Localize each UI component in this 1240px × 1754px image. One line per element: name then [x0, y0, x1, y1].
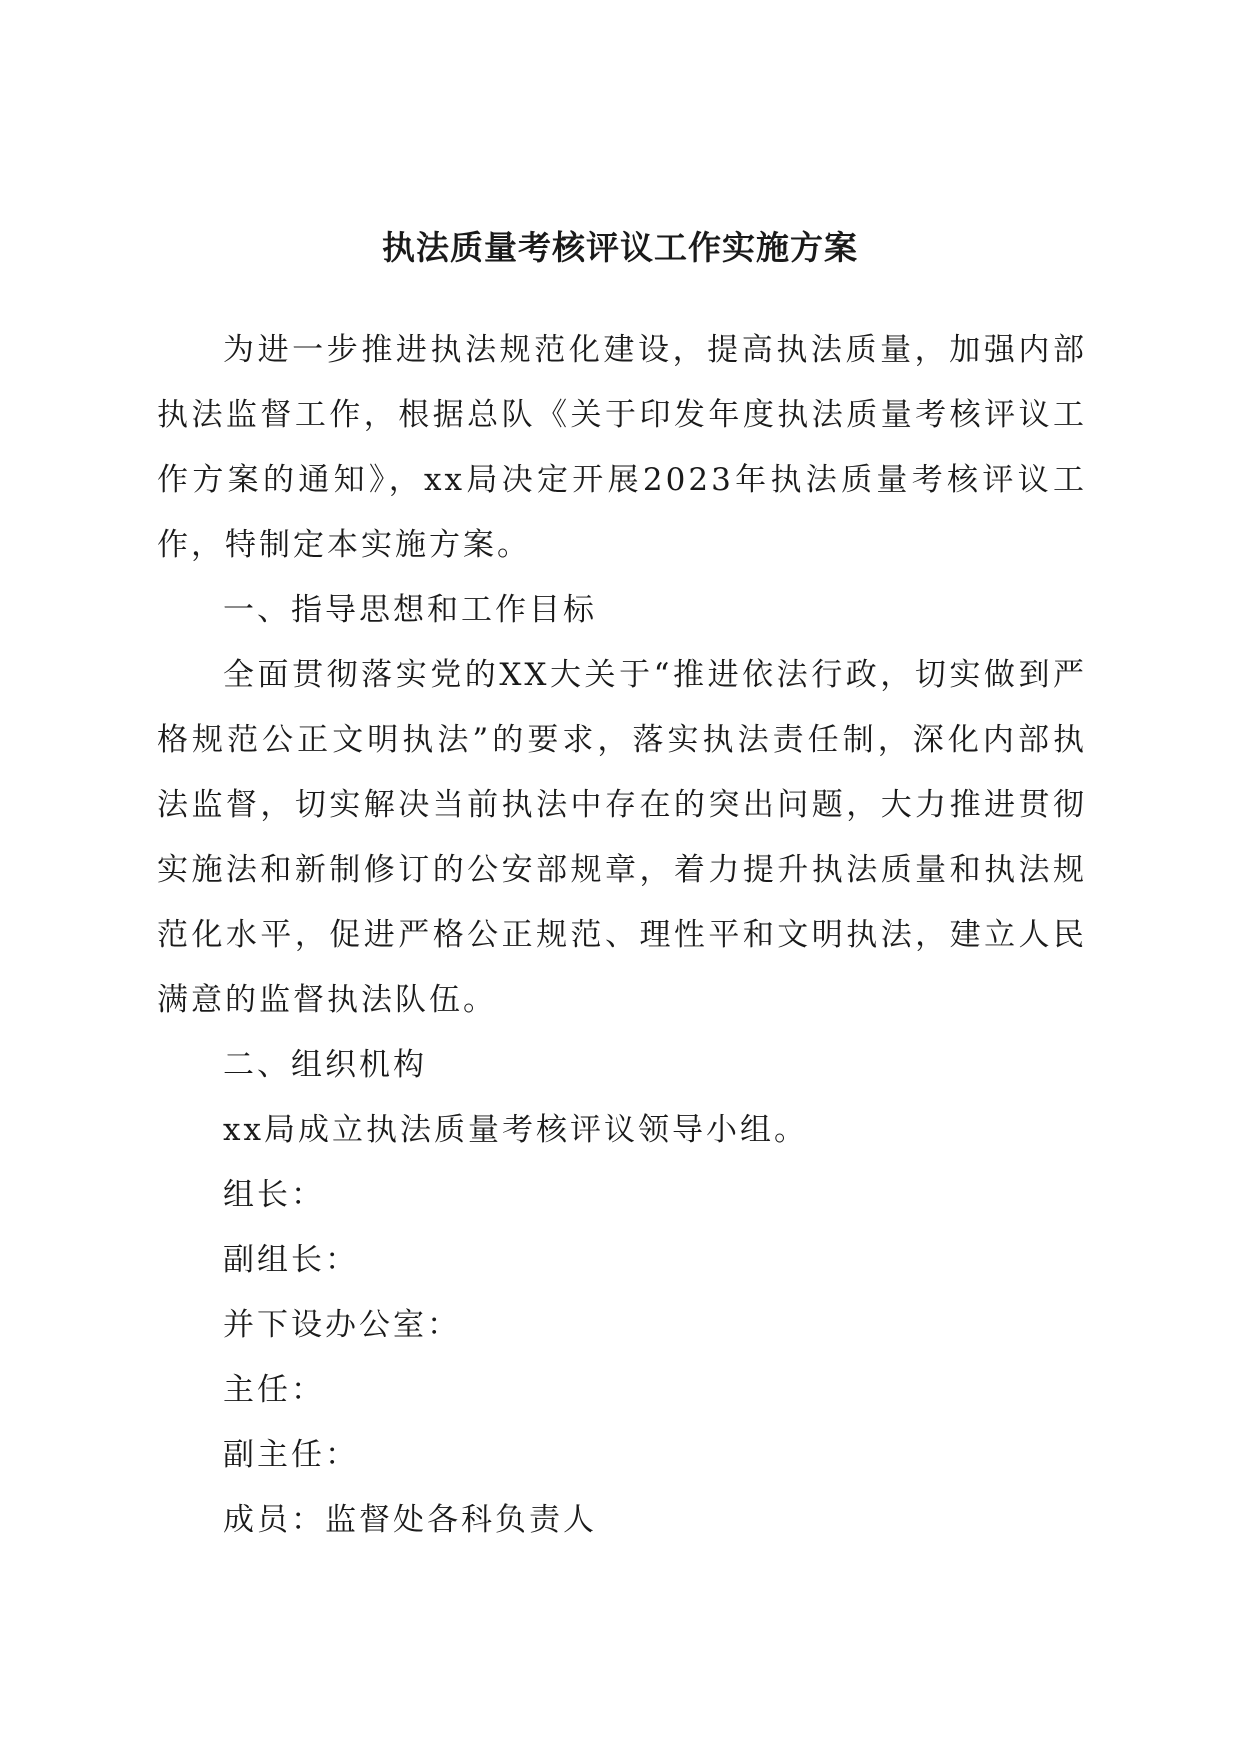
- leader-line: 组长：: [223, 1177, 325, 1213]
- director-line: 主任：: [223, 1372, 325, 1408]
- deputy-leader-line: 副组长：: [223, 1242, 359, 1278]
- section1-paragraph: 全面贯彻落实党的XX大关于“推进依法行政，切实做到严格规范公正文明执法”的要求，落实执法责任制，深化内部执法监督，切实解决当前执法中存在的突出问题，大力推进贯彻实施法和新制修订的公安部规章，着力提升执法质量和执法规范化水平，促进严格公正规范、理性平和文明执法，建立人民满意的监督执法队伍。: [157, 657, 1087, 1018]
- office-line: 并下设办公室：: [223, 1307, 461, 1343]
- document-title: 执法质量考核评议工作实施方案: [382, 228, 858, 267]
- members-line: 成员：监督处各科负责人: [223, 1502, 597, 1538]
- section2-intro: xx局成立执法质量考核评议领导小组。: [223, 1112, 808, 1148]
- section2-heading: 二、组织机构: [223, 1047, 427, 1083]
- intro-paragraph: 为进一步推进执法规范化建设，提高执法质量，加强内部执法监督工作，根据总队《关于印发年度执法质量考核评议工作方案的通知》，xx局决定开展2023年执法质量考核评议工作，特制定本实施方案。: [157, 332, 1087, 563]
- deputy-director-line: 副主任：: [223, 1437, 359, 1473]
- document-body: [157, 318, 1087, 1553]
- section1-heading: 一、指导思想和工作目标: [223, 592, 597, 628]
